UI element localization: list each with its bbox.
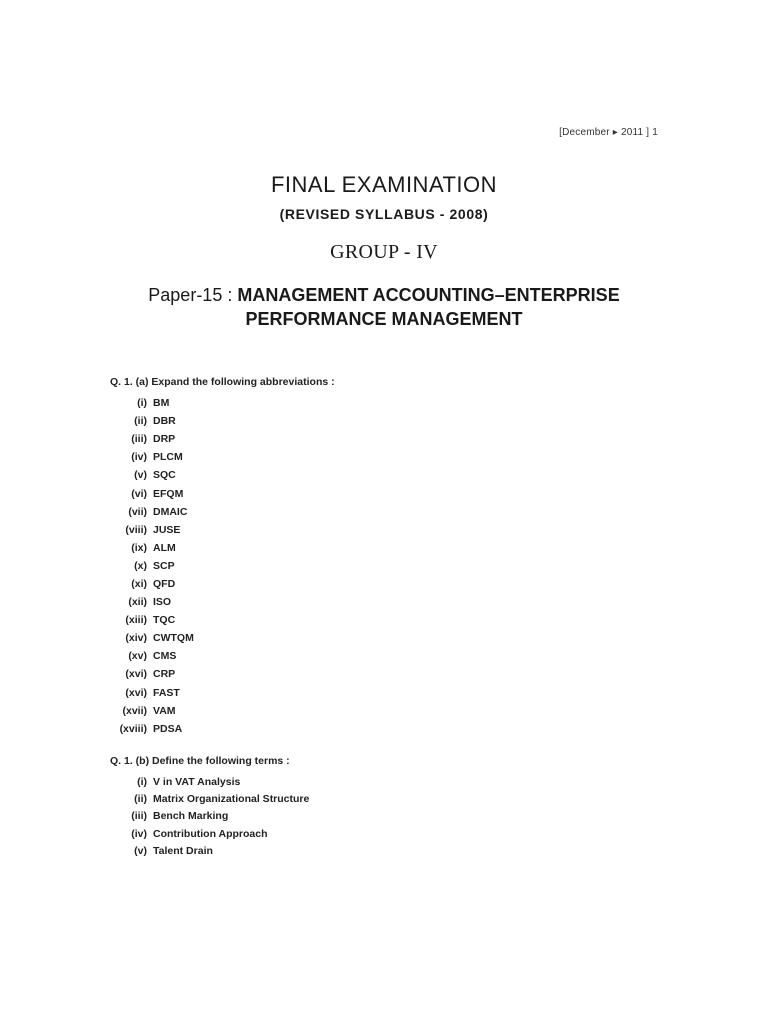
list-item — [110, 647, 194, 665]
item-number: (ii) — [134, 793, 147, 806]
item-text: FAST — [153, 686, 180, 699]
item-text: Bench Marking — [153, 810, 229, 823]
item-number: (iii) — [131, 433, 147, 446]
list-item — [110, 773, 309, 790]
list-item — [110, 629, 194, 647]
item-text: ISO — [153, 596, 172, 609]
item-number: (xii) — [128, 596, 147, 609]
item-text: SQC — [153, 469, 176, 482]
item-number: (xvii) — [122, 704, 147, 717]
list-item — [110, 684, 194, 702]
abbreviation-list — [110, 394, 194, 738]
question-1a-heading: Q. 1. (a) Expand the following abbreviations : — [110, 376, 335, 388]
item-number: (xiii) — [125, 614, 147, 627]
list-item — [110, 412, 194, 430]
item-text: EFQM — [153, 487, 184, 500]
item-text: SCP — [153, 559, 175, 572]
item-text: Matrix Organizational Structure — [153, 793, 310, 806]
list-item — [110, 575, 194, 593]
list-item — [110, 484, 194, 502]
list-item — [110, 790, 309, 807]
list-item — [110, 521, 194, 539]
list-item — [110, 808, 309, 825]
item-text: Contribution Approach — [153, 827, 268, 840]
list-item — [110, 720, 194, 738]
item-number: (i) — [137, 397, 147, 410]
list-item — [110, 448, 194, 466]
item-number: (iv) — [131, 827, 147, 840]
item-number: (ix) — [131, 541, 147, 554]
item-text: TQC — [153, 614, 176, 627]
item-text: DMAIC — [153, 505, 188, 518]
list-item — [110, 702, 194, 720]
item-text: DBR — [153, 415, 176, 428]
item-number: (xviii) — [119, 722, 147, 735]
item-number: (x) — [134, 559, 147, 572]
item-number: (iii) — [131, 810, 147, 823]
item-number: (iv) — [131, 451, 147, 464]
item-text: ALM — [153, 541, 176, 554]
list-item — [110, 611, 194, 629]
paper-number: Paper-15 : — [148, 285, 238, 305]
item-number: (xiv) — [125, 632, 147, 645]
item-number: (v) — [134, 845, 147, 858]
item-number: (ii) — [134, 415, 147, 428]
item-text: QFD — [153, 577, 176, 590]
item-number: (v) — [134, 469, 147, 482]
question-1b-heading: Q. 1. (b) Define the following terms : — [110, 755, 290, 767]
item-text: Talent Drain — [153, 845, 213, 858]
item-number: (xvi) — [125, 668, 147, 681]
list-item — [110, 539, 194, 557]
exam-subtitle: (REVISED SYLLABUS - 2008) — [279, 206, 489, 222]
item-text: CMS — [153, 650, 177, 663]
item-number: (xv) — [128, 650, 147, 663]
item-text: DRP — [153, 433, 176, 446]
item-number: (viii) — [125, 523, 147, 536]
paper-title — [0, 283, 768, 331]
item-text: CRP — [153, 668, 176, 681]
list-item — [110, 825, 309, 842]
page-header-reference: [December ▸ 2011 ] 1 — [559, 127, 658, 138]
paper-title-line-1 — [0, 283, 768, 307]
item-text: VAM — [153, 704, 176, 717]
list-item — [110, 466, 194, 484]
terms-list — [110, 773, 309, 860]
item-number: (i) — [137, 775, 147, 788]
list-item — [110, 503, 194, 521]
list-item — [110, 665, 194, 683]
item-number: (xvi) — [125, 686, 147, 699]
item-text: V in VAT Analysis — [153, 775, 241, 788]
paper-title-line-2: PERFORMANCE MANAGEMENT — [245, 309, 523, 329]
item-number: (xi) — [131, 577, 147, 590]
group-heading: GROUP - IV — [330, 241, 438, 263]
item-number: (vii) — [128, 505, 147, 518]
item-text: PDSA — [153, 722, 183, 735]
list-item — [110, 557, 194, 575]
item-number: (vi) — [131, 487, 147, 500]
paper-subject: MANAGEMENT ACCOUNTING–ENTERPRISE — [237, 285, 620, 305]
exam-title: FINAL EXAMINATION — [270, 172, 498, 197]
item-text: JUSE — [153, 523, 181, 536]
list-item — [110, 430, 194, 448]
item-text: CWTQM — [153, 632, 194, 645]
list-item — [110, 593, 194, 611]
item-text: BM — [153, 397, 170, 410]
item-text: PLCM — [153, 451, 183, 464]
list-item — [110, 843, 309, 860]
list-item — [110, 394, 194, 412]
